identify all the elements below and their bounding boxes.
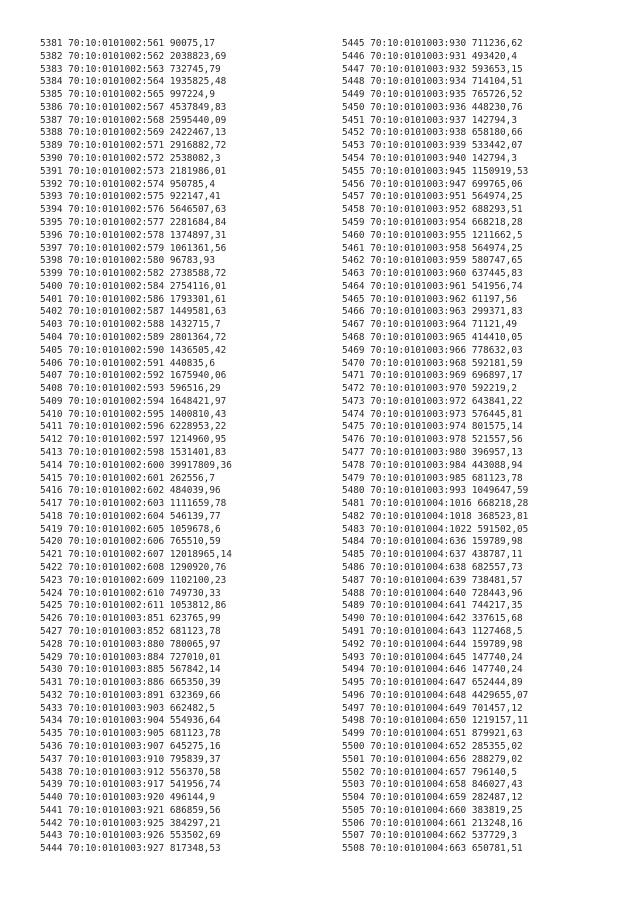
table-row: 5397 70:10:0101002:579 1061361,56	[40, 242, 227, 254]
table-row: 5429 70:10:0101003:884 727010,01	[40, 651, 221, 663]
table-row: 5421 70:10:0101002:607 12018965,14	[40, 549, 232, 561]
table-row: 5497 70:10:0101004:649 701457,12	[342, 702, 523, 714]
table-row: 5414 70:10:0101002:600 39917809,36	[40, 459, 232, 471]
table-row: 5439 70:10:0101003:917 541956,74	[40, 779, 221, 791]
table-row: 5487 70:10:0101004:639 738481,57	[342, 574, 523, 586]
table-row: 5468 70:10:0101003:965 414410,05	[342, 331, 523, 343]
table-row: 5505 70:10:0101004:660 383819,25	[342, 804, 523, 816]
table-row: 5491 70:10:0101004:643 1127468,5	[342, 625, 523, 637]
table-row: 5425 70:10:0101002:611 1053812,86	[40, 600, 227, 612]
table-row: 5407 70:10:0101002:592 1675940,06	[40, 370, 227, 382]
table-row: 5489 70:10:0101004:641 744217,35	[342, 600, 523, 612]
table-row: 5451 70:10:0101003:937 142794,3	[342, 114, 517, 126]
table-row: 5412 70:10:0101002:597 1214960,95	[40, 434, 227, 446]
table-row: 5426 70:10:0101003:851 623765,99	[40, 613, 221, 625]
table-row: 5390 70:10:0101002:572 2538082,3	[40, 153, 221, 165]
table-row: 5395 70:10:0101002:577 2281684,84	[40, 216, 227, 228]
table-row: 5391 70:10:0101002:573 2181986,01	[40, 165, 227, 177]
table-row: 5435 70:10:0101003:905 681123,78	[40, 728, 221, 740]
table-row: 5461 70:10:0101003:958 564974,25	[342, 242, 523, 254]
table-row: 5496 70:10:0101004:648 4429655,07	[342, 689, 529, 701]
table-row: 5436 70:10:0101003:907 645275,16	[40, 740, 221, 752]
table-row: 5394 70:10:0101002:576 5646507,63	[40, 204, 227, 216]
table-row: 5400 70:10:0101002:584 2754116,01	[40, 280, 227, 292]
table-row: 5466 70:10:0101003:963 299371,83	[342, 306, 523, 318]
table-row: 5427 70:10:0101003:852 681123,78	[40, 625, 221, 637]
table-row: 5481 70:10:0101004:1016 668218,28	[342, 498, 529, 510]
table-row: 5471 70:10:0101003:969 696897,17	[342, 370, 523, 382]
table-row: 5418 70:10:0101002:604 546139,77	[40, 510, 221, 522]
table-row: 5424 70:10:0101002:610 749730,33	[40, 587, 221, 599]
table-row: 5413 70:10:0101002:598 1531401,83	[40, 447, 227, 458]
table-row: 5384 70:10:0101002:564 1935825,48	[40, 76, 227, 88]
table-row: 5404 70:10:0101002:589 2801364,72	[40, 331, 227, 343]
table-row: 5480 70:10:0101003:993 1049647,59	[342, 485, 529, 497]
table-row: 5396 70:10:0101002:578 1374897,31	[40, 229, 227, 241]
table-row: 5499 70:10:0101004:651 879921,63	[342, 728, 523, 740]
table-row: 5508 70:10:0101004:663 650781,51	[342, 843, 523, 855]
table-row: 5443 70:10:0101003:926 553502,69	[40, 830, 221, 842]
table-row: 5428 70:10:0101003:880 780065,97	[40, 638, 221, 650]
table-row: 5490 70:10:0101004:642 337615,68	[342, 613, 523, 625]
table-row: 5389 70:10:0101002:571 2916882,72	[40, 140, 227, 152]
table-row: 5385 70:10:0101002:565 997224,9	[40, 89, 215, 101]
table-row: 5408 70:10:0101002:593 596516,29	[40, 383, 221, 395]
table-row: 5455 70:10:0101003:945 1150919,53	[342, 165, 529, 177]
table-row: 5452 70:10:0101003:938 658180,66	[342, 127, 523, 139]
table-row: 5442 70:10:0101003:925 384297,21	[40, 817, 221, 829]
table-row: 5410 70:10:0101002:595 1400810,43	[40, 408, 227, 420]
table-row: 5432 70:10:0101003:891 632369,66	[40, 689, 221, 701]
table-row: 5474 70:10:0101003:973 576445,81	[342, 408, 523, 420]
table-row: 5486 70:10:0101004:638 682557,73	[342, 562, 523, 574]
table-row: 5441 70:10:0101003:921 686859,56	[40, 804, 221, 816]
table-row: 5504 70:10:0101004:659 282487,12	[342, 792, 523, 804]
table-row: 5464 70:10:0101003:961 541956,74	[342, 280, 523, 292]
table-row: 5494 70:10:0101004:646 147740,24	[342, 664, 523, 676]
table-row: 5472 70:10:0101003:970 592219,2	[342, 383, 517, 395]
table-row: 5457 70:10:0101003:951 564974,25	[342, 191, 523, 203]
table-row: 5493 70:10:0101004:645 147740,24	[342, 651, 523, 663]
table-row: 5393 70:10:0101002:575 922147,41	[40, 191, 221, 203]
table-row: 5386 70:10:0101002:567 4537849,83	[40, 101, 227, 113]
table-row: 5420 70:10:0101002:606 765510,59	[40, 536, 221, 548]
table-row: 5462 70:10:0101003:959 580747,65	[342, 255, 523, 267]
table-row: 5388 70:10:0101002:569 2422467,13	[40, 127, 227, 139]
table-row: 5430 70:10:0101003:885 567842,14	[40, 664, 221, 676]
table-row: 5448 70:10:0101003:934 714104,51	[342, 76, 523, 88]
table-row: 5458 70:10:0101003:952 688293,51	[342, 204, 523, 216]
table-row: 5392 70:10:0101002:574 950785,4	[40, 178, 215, 190]
table-row: 5423 70:10:0101002:609 1102100,23	[40, 574, 227, 586]
table-row: 5444 70:10:0101003:927 817348,53	[40, 843, 221, 855]
table-row: 5488 70:10:0101004:640 728443,96	[342, 587, 523, 599]
table-row: 5470 70:10:0101003:968 592181,59	[342, 357, 523, 369]
table-row: 5387 70:10:0101002:568 2595440,09	[40, 114, 227, 126]
table-row: 5449 70:10:0101003:935 765726,52	[342, 89, 523, 101]
table-row: 5495 70:10:0101004:647 652444,89	[342, 677, 523, 689]
table-row: 5416 70:10:0101002:602 484039,96	[40, 485, 221, 497]
table-row: 5500 70:10:0101004:652 285355,02	[342, 740, 523, 752]
table-row: 5446 70:10:0101003:931 493420,4	[342, 50, 517, 62]
table-row: 5437 70:10:0101003:910 795839,37	[40, 753, 221, 765]
table-row: 5409 70:10:0101002:594 1648421,97	[40, 395, 227, 407]
table-row: 5498 70:10:0101004:650 1219157,11	[342, 715, 529, 727]
left-column	[40, 38, 232, 856]
table-row: 5456 70:10:0101003:947 699765,06	[342, 178, 523, 190]
table-row: 5399 70:10:0101002:582 2738588,72	[40, 268, 227, 280]
table-row: 5478 70:10:0101003:984 443088,94	[342, 459, 523, 471]
right-column	[342, 38, 528, 856]
table-row: 5459 70:10:0101003:954 668218,28	[342, 216, 523, 228]
table-row: 5415 70:10:0101002:601 262556,7	[40, 472, 215, 484]
table-row: 5469 70:10:0101003:966 778632,03	[342, 344, 523, 356]
table-row: 5483 70:10:0101004:1022 591502,05	[342, 523, 529, 535]
table-row: 5447 70:10:0101003:932 593653,15	[342, 63, 523, 75]
table-row: 5445 70:10:0101003:930 711236,62	[342, 38, 523, 49]
table-row: 5503 70:10:0101004:658 846027,43	[342, 779, 523, 791]
table-row: 5482 70:10:0101004:1018 368523,81	[342, 510, 529, 522]
table-row: 5405 70:10:0101002:590 1436505,42	[40, 344, 227, 356]
table-row: 5477 70:10:0101003:980 396957,13	[342, 447, 523, 458]
table-row: 5403 70:10:0101002:588 1432715,7	[40, 319, 221, 331]
table-row: 5398 70:10:0101002:580 96783,93	[40, 255, 215, 267]
table-row: 5507 70:10:0101004:662 537729,3	[342, 830, 517, 842]
table-row: 5402 70:10:0101002:587 1449581,63	[40, 306, 227, 318]
table-row: 5479 70:10:0101003:985 681123,78	[342, 472, 523, 484]
table-row: 5406 70:10:0101002:591 440835,6	[40, 357, 215, 369]
table-row: 5450 70:10:0101003:936 448230,76	[342, 101, 523, 113]
table-row: 5383 70:10:0101002:563 732745,79	[40, 63, 221, 75]
table-row: 5434 70:10:0101003:904 554936,64	[40, 715, 221, 727]
table-row: 5453 70:10:0101003:939 533442,07	[342, 140, 523, 152]
table-row: 5475 70:10:0101003:974 801575,14	[342, 421, 523, 433]
table-row: 5463 70:10:0101003:960 637445,83	[342, 268, 523, 280]
table-row: 5465 70:10:0101003:962 61197,56	[342, 293, 517, 305]
table-row: 5492 70:10:0101004:644 159789,98	[342, 638, 523, 650]
table-row: 5438 70:10:0101003:912 556370,58	[40, 766, 221, 778]
table-row: 5401 70:10:0101002:586 1793301,61	[40, 293, 227, 305]
table-row: 5440 70:10:0101003:920 496144,9	[40, 792, 215, 804]
table-row: 5467 70:10:0101003:964 71121,49	[342, 319, 517, 331]
table-row: 5476 70:10:0101003:978 521557,56	[342, 434, 523, 446]
table-row: 5422 70:10:0101002:608 1290920,76	[40, 562, 227, 574]
table-row: 5417 70:10:0101002:603 1111659,78	[40, 498, 227, 510]
table-row: 5506 70:10:0101004:661 213248,16	[342, 817, 523, 829]
table-row: 5484 70:10:0101004:636 159789,98	[342, 536, 523, 548]
table-row: 5381 70:10:0101002:561 90075,17	[40, 38, 215, 49]
table-row: 5454 70:10:0101003:940 142794,3	[342, 153, 517, 165]
table-row: 5382 70:10:0101002:562 2038823,69	[40, 50, 227, 62]
table-row: 5501 70:10:0101004:656 288279,02	[342, 753, 523, 765]
table-row: 5485 70:10:0101004:637 438787,11	[342, 549, 523, 561]
table-row: 5419 70:10:0101002:605 1059678,6	[40, 523, 221, 535]
table-row: 5431 70:10:0101003:886 665350,39	[40, 677, 221, 689]
table-row: 5460 70:10:0101003:955 1211662,5	[342, 229, 523, 241]
table-row: 5502 70:10:0101004:657 796140,5	[342, 766, 517, 778]
table-row: 5473 70:10:0101003:972 643841,22	[342, 395, 523, 407]
table-row: 5411 70:10:0101002:596 6228953,22	[40, 421, 227, 433]
table-row: 5433 70:10:0101003:903 662482,5	[40, 702, 215, 714]
